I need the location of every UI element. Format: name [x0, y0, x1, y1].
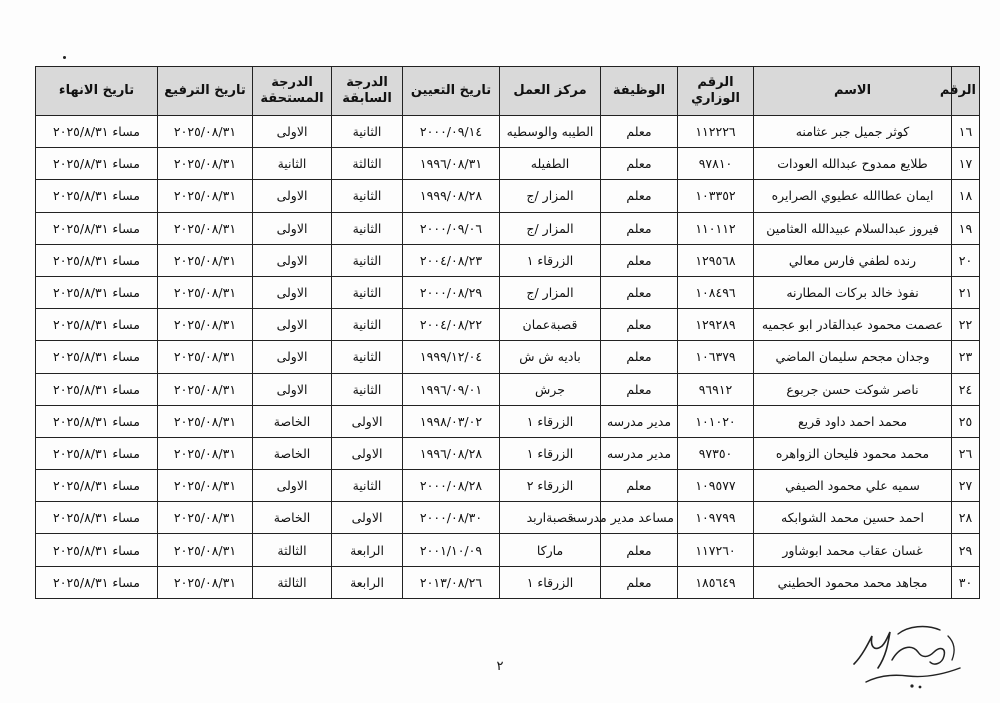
cell-end-date: مساء ٢٠٢٥/٨/٣١	[36, 437, 158, 469]
cell-end-date: مساء ٢٠٢٥/٨/٣١	[36, 373, 158, 405]
cell-name: مجاهد محمد محمود الحطيني	[754, 566, 952, 598]
table-row	[36, 373, 980, 405]
cell-appointment-date: ٢٠٠١/١٠/٠٩	[403, 534, 500, 566]
table-row	[36, 502, 980, 534]
cell-due-grade: الاولى	[253, 180, 332, 212]
cell-ministry-number: ١٠١٠٢٠	[678, 405, 754, 437]
cell-end-date: مساء ٢٠٢٥/٨/٣١	[36, 276, 158, 308]
header-previous-grade: الدرجة السابقة	[332, 67, 403, 116]
cell-job: معلم	[601, 309, 678, 341]
cell-work-center: باديه ش ش	[500, 341, 601, 373]
cell-promotion-date: ٢٠٢٥/٠٨/٣١	[158, 566, 253, 598]
cell-work-center: قصبةعمان	[500, 309, 601, 341]
cell-job: مدير مدرسه	[601, 437, 678, 469]
table-row	[36, 212, 980, 244]
cell-due-grade: الثالثة	[253, 566, 332, 598]
cell-job: معلم	[601, 566, 678, 598]
cell-index: ٣٠	[952, 566, 980, 598]
cell-end-date: مساء ٢٠٢٥/٨/٣١	[36, 405, 158, 437]
table-row	[36, 534, 980, 566]
cell-index: ٢٦	[952, 437, 980, 469]
cell-appointment-date: ١٩٩٦/٠٨/٣١	[403, 148, 500, 180]
cell-due-grade: الاولى	[253, 309, 332, 341]
cell-previous-grade: الثانية	[332, 276, 403, 308]
cell-previous-grade: الثانية	[332, 180, 403, 212]
cell-previous-grade: الاولى	[332, 502, 403, 534]
cell-previous-grade: الاولى	[332, 405, 403, 437]
cell-work-center: الزرقاء ٢	[500, 470, 601, 502]
header-end-date: تاريخ الانهاء	[36, 67, 158, 116]
cell-ministry-number: ١٠٣٣٥٢	[678, 180, 754, 212]
cell-end-date: مساء ٢٠٢٥/٨/٣١	[36, 244, 158, 276]
cell-name: احمد حسين محمد الشوابكه	[754, 502, 952, 534]
cell-previous-grade: الثانية	[332, 373, 403, 405]
cell-previous-grade: الاولى	[332, 437, 403, 469]
cell-due-grade: الثالثة	[253, 534, 332, 566]
table-row	[36, 309, 980, 341]
cell-ministry-number: ١١٠١١٢	[678, 212, 754, 244]
cell-appointment-date: ١٩٩٩/١٢/٠٤	[403, 341, 500, 373]
cell-ministry-number: ١٠٩٥٧٧	[678, 470, 754, 502]
cell-due-grade: الاولى	[253, 244, 332, 276]
cell-appointment-date: ٢٠٠٠/٠٩/١٤	[403, 116, 500, 148]
cell-appointment-date: ١٩٩٩/٠٨/٢٨	[403, 180, 500, 212]
cell-previous-grade: الثانية	[332, 309, 403, 341]
cell-ministry-number: ١٢٩٥٦٨	[678, 244, 754, 276]
table-row	[36, 405, 980, 437]
cell-promotion-date: ٢٠٢٥/٠٨/٣١	[158, 405, 253, 437]
cell-ministry-number: ١٠٨٤٩٦	[678, 276, 754, 308]
header-ministry-number: الرقم الوزاري	[678, 67, 754, 116]
cell-promotion-date: ٢٠٢٥/٠٨/٣١	[158, 212, 253, 244]
table-row	[36, 180, 980, 212]
cell-name: وجدان مجحم سليمان الماضي	[754, 341, 952, 373]
cell-job: معلم	[601, 276, 678, 308]
cell-work-center: الزرقاء ١	[500, 566, 601, 598]
cell-index: ٢١	[952, 276, 980, 308]
cell-promotion-date: ٢٠٢٥/٠٨/٣١	[158, 148, 253, 180]
header-name: الاسم	[754, 67, 952, 116]
cell-job: مدير مدرسه	[601, 405, 678, 437]
cell-ministry-number: ١١٢٢٢٦	[678, 116, 754, 148]
cell-name: محمد احمد داود قريع	[754, 405, 952, 437]
cell-job: معلم	[601, 180, 678, 212]
table-body	[36, 116, 980, 599]
cell-job: معلم	[601, 341, 678, 373]
cell-end-date: مساء ٢٠٢٥/٨/٣١	[36, 534, 158, 566]
cell-name: غسان عقاب محمد ابوشاور	[754, 534, 952, 566]
header-row	[36, 67, 980, 116]
cell-previous-grade: الثانية	[332, 212, 403, 244]
cell-name: طلايع ممدوح عبدالله العودات	[754, 148, 952, 180]
table-row	[36, 276, 980, 308]
cell-promotion-date: ٢٠٢٥/٠٨/٣١	[158, 276, 253, 308]
cell-name: ايمان عطاالله عطيوي الصرايره	[754, 180, 952, 212]
cell-previous-grade: الرابعة	[332, 534, 403, 566]
cell-promotion-date: ٢٠٢٥/٠٨/٣١	[158, 373, 253, 405]
cell-end-date: مساء ٢٠٢٥/٨/٣١	[36, 180, 158, 212]
table-row	[36, 566, 980, 598]
cell-work-center: المزار /ج	[500, 212, 601, 244]
cell-work-center: جرش	[500, 373, 601, 405]
header-appointment-date: تاريخ التعيين	[403, 67, 500, 116]
table-row	[36, 437, 980, 469]
cell-name: ناصر شوكت حسن جربوع	[754, 373, 952, 405]
cell-previous-grade: الثالثة	[332, 148, 403, 180]
header-work-center: مركز العمل	[500, 67, 601, 116]
cell-promotion-date: ٢٠٢٥/٠٨/٣١	[158, 116, 253, 148]
cell-appointment-date: ١٩٩٦/٠٨/٢٨	[403, 437, 500, 469]
table-row	[36, 244, 980, 276]
cell-index: ٢٢	[952, 309, 980, 341]
cell-previous-grade: الثانية	[332, 470, 403, 502]
cell-end-date: مساء ٢٠٢٥/٨/٣١	[36, 566, 158, 598]
cell-ministry-number: ١٢٩٢٨٩	[678, 309, 754, 341]
cell-due-grade: الاولى	[253, 276, 332, 308]
cell-end-date: مساء ٢٠٢٥/٨/٣١	[36, 148, 158, 180]
cell-promotion-date: ٢٠٢٥/٠٨/٣١	[158, 470, 253, 502]
cell-ministry-number: ١١٧٢٦٠	[678, 534, 754, 566]
cell-work-center: الزرقاء ١	[500, 244, 601, 276]
cell-work-center: المزار /ج	[500, 180, 601, 212]
cell-promotion-date: ٢٠٢٥/٠٨/٣١	[158, 341, 253, 373]
cell-due-grade: الاولى	[253, 341, 332, 373]
cell-job: معلم	[601, 244, 678, 276]
cell-previous-grade: الثانية	[332, 244, 403, 276]
cell-job: معلم	[601, 373, 678, 405]
cell-appointment-date: ٢٠٠٤/٠٨/٢٣	[403, 244, 500, 276]
cell-index: ٢٧	[952, 470, 980, 502]
cell-work-center: الزرقاء ١	[500, 437, 601, 469]
page-number: ٢	[496, 659, 504, 674]
header-job: الوظيفة	[601, 67, 678, 116]
cell-job: معلم	[601, 470, 678, 502]
cell-promotion-date: ٢٠٢٥/٠٨/٣١	[158, 244, 253, 276]
cell-appointment-date: ١٩٩٦/٠٩/٠١	[403, 373, 500, 405]
cell-ministry-number: ٩٧٣٥٠	[678, 437, 754, 469]
cell-promotion-date: ٢٠٢٥/٠٨/٣١	[158, 502, 253, 534]
cell-due-grade: الاولى	[253, 373, 332, 405]
cell-end-date: مساء ٢٠٢٥/٨/٣١	[36, 502, 158, 534]
cell-promotion-date: ٢٠٢٥/٠٨/٣١	[158, 437, 253, 469]
cell-index: ١٧	[952, 148, 980, 180]
cell-ministry-number: ١٨٥٦٤٩	[678, 566, 754, 598]
header-promotion-date: تاريخ الترفيع	[158, 67, 253, 116]
header-due-grade: الدرجة المستحقة	[253, 67, 332, 116]
cell-index: ١٩	[952, 212, 980, 244]
cell-index: ٢٩	[952, 534, 980, 566]
cell-due-grade: الثانية	[253, 148, 332, 180]
cell-name: رنده لطفي فارس معالي	[754, 244, 952, 276]
cell-work-center: ماركا	[500, 534, 601, 566]
cell-promotion-date: ٢٠٢٥/٠٨/٣١	[158, 309, 253, 341]
cell-work-center: المزار /ج	[500, 276, 601, 308]
cell-work-center: الطفيله	[500, 148, 601, 180]
signature-drawing	[848, 616, 973, 696]
cell-promotion-date: ٢٠٢٥/٠٨/٣١	[158, 534, 253, 566]
cell-job: معلم	[601, 148, 678, 180]
cell-work-center: الزرقاء ١	[500, 405, 601, 437]
cell-end-date: مساء ٢٠٢٥/٨/٣١	[36, 212, 158, 244]
cell-appointment-date: ٢٠٠٤/٠٨/٢٢	[403, 309, 500, 341]
cell-name: عصمت محمود عبدالقادر ابو عجميه	[754, 309, 952, 341]
cell-due-grade: الاولى	[253, 470, 332, 502]
cell-appointment-date: ١٩٩٨/٠٣/٠٢	[403, 405, 500, 437]
cell-index: ٢٤	[952, 373, 980, 405]
cell-work-center: الطيبه والوسطيه	[500, 116, 601, 148]
cell-ministry-number: ٩٧٨١٠	[678, 148, 754, 180]
cell-index: ٢٠	[952, 244, 980, 276]
cell-end-date: مساء ٢٠٢٥/٨/٣١	[36, 341, 158, 373]
cell-due-grade: الاولى	[253, 116, 332, 148]
cell-previous-grade: الرابعة	[332, 566, 403, 598]
cell-due-grade: الخاصة	[253, 502, 332, 534]
cell-job: معلم	[601, 212, 678, 244]
cell-name: فيروز عبدالسلام عبيدالله العثامين	[754, 212, 952, 244]
cell-ministry-number: ٩٦٩١٢	[678, 373, 754, 405]
cell-appointment-date: ٢٠٠٠/٠٨/٢٨	[403, 470, 500, 502]
cell-appointment-date: ٢٠٠٠/٠٨/٣٠	[403, 502, 500, 534]
cell-index: ٢٥	[952, 405, 980, 437]
cell-appointment-date: ٢٠٠٠/٠٩/٠٦	[403, 212, 500, 244]
table-row	[36, 470, 980, 502]
cell-end-date: مساء ٢٠٢٥/٨/٣١	[36, 309, 158, 341]
cell-previous-grade: الثانية	[332, 341, 403, 373]
cell-name: سميه علي محمود الصيفي	[754, 470, 952, 502]
cell-job: مساعد مدير مدرسه	[601, 502, 678, 534]
cell-ministry-number: ١٠٩٧٩٩	[678, 502, 754, 534]
cell-work-center: قصبةاربد	[500, 502, 601, 534]
cell-due-grade: الخاصة	[253, 405, 332, 437]
cell-due-grade: الخاصة	[253, 437, 332, 469]
cell-job: معلم	[601, 116, 678, 148]
header-index: الرقم	[952, 67, 980, 116]
table-row	[36, 148, 980, 180]
cell-end-date: مساء ٢٠٢٥/٨/٣١	[36, 116, 158, 148]
cell-index: ١٦	[952, 116, 980, 148]
table-row	[36, 341, 980, 373]
cell-name: محمد محمود فليحان الزواهره	[754, 437, 952, 469]
scan-speck	[63, 56, 66, 59]
cell-appointment-date: ٢٠٠٠/٠٨/٢٩	[403, 276, 500, 308]
table-row	[36, 116, 980, 148]
cell-name: كوثر جميل جبر عثامنه	[754, 116, 952, 148]
cell-name: نفوذ خالد بركات المطارنه	[754, 276, 952, 308]
cell-ministry-number: ١٠٦٣٧٩	[678, 341, 754, 373]
cell-appointment-date: ٢٠١٣/٠٨/٢٦	[403, 566, 500, 598]
handwritten-signature	[848, 616, 973, 696]
cell-index: ٢٣	[952, 341, 980, 373]
cell-job: معلم	[601, 534, 678, 566]
cell-index: ٢٨	[952, 502, 980, 534]
cell-index: ١٨	[952, 180, 980, 212]
cell-due-grade: الاولى	[253, 212, 332, 244]
cell-end-date: مساء ٢٠٢٥/٨/٣١	[36, 470, 158, 502]
cell-previous-grade: الثانية	[332, 116, 403, 148]
cell-promotion-date: ٢٠٢٥/٠٨/٣١	[158, 180, 253, 212]
promotion-table	[35, 66, 980, 599]
